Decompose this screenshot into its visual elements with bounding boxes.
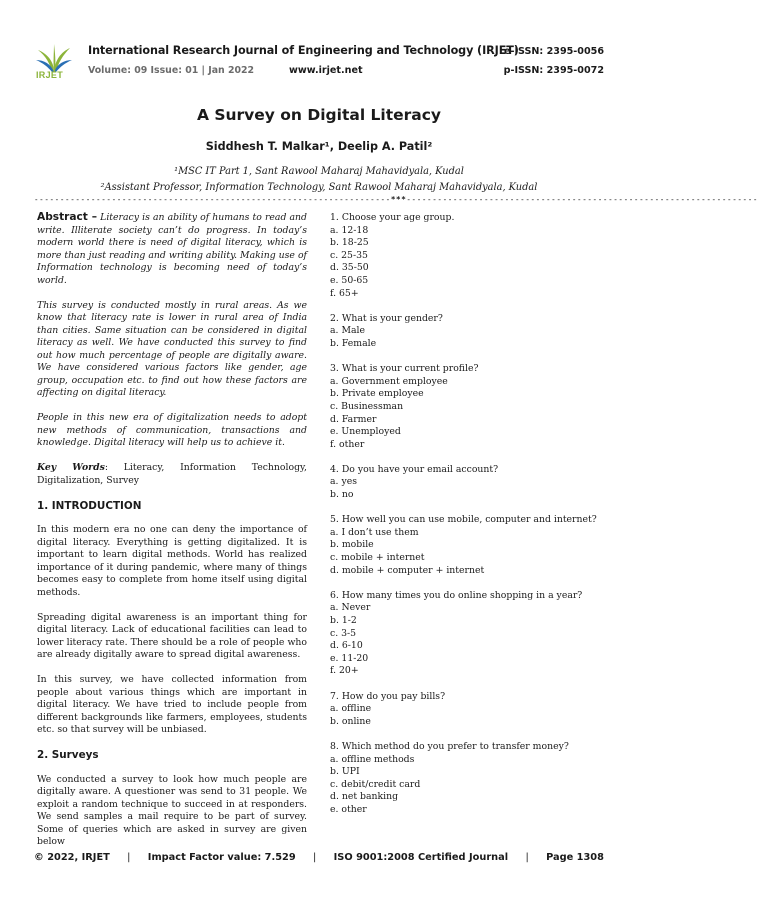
question-option: e. 50-65 bbox=[330, 274, 369, 286]
question-text: 3. What is your current profile? bbox=[330, 363, 479, 375]
question-option: d. 6-10 bbox=[330, 640, 363, 652]
footer-separator: | bbox=[525, 852, 529, 863]
question-option: b. Female bbox=[330, 337, 377, 349]
question-option: c. debit/credit card bbox=[330, 778, 421, 790]
question-option: d. 35-50 bbox=[330, 262, 369, 274]
survey-question bbox=[330, 363, 605, 451]
logo-text: IRJET bbox=[36, 70, 64, 80]
abstract-paragraph-2: This survey is conducted mostly in rural areas. As we know that literacy rate is lower in rural area of India than cities. Same situation can be considered in digital literacy as well. We have conducted this survey to find out how much percentage of people are digitally aware. We have considered various factors like gender, age group, occupation etc. to find out how these factors are affecting on digital literacy. bbox=[37, 299, 307, 398]
page-footer bbox=[34, 852, 604, 863]
question-option: b. Private employee bbox=[330, 388, 424, 400]
question-option: a. offline bbox=[330, 703, 372, 715]
question-option: a. 12-18 bbox=[330, 224, 369, 236]
abstract-paragraph-3: People in this new era of digitalization needs to adopt new methods of communication, transactions and knowledge. Digital literacy will help us to achieve it. bbox=[37, 412, 307, 448]
question-option: e. 11-20 bbox=[330, 652, 369, 664]
question-option: c. mobile + internet bbox=[330, 552, 425, 564]
intro-paragraph-3: In this survey, we have collected information from people about various things which are important in digital literacy. We have tried to include people from different backgrounds like farmers, employees, students etc. so that survey will be unbiased. bbox=[37, 674, 307, 735]
question-text: 2. What is your gender? bbox=[330, 312, 443, 324]
question-text: 4. Do you have your email account? bbox=[330, 463, 499, 475]
question-text: 7. How do you pay bills? bbox=[330, 690, 446, 702]
question-option: a. Never bbox=[330, 602, 371, 614]
question-text: 1. Choose your age group. bbox=[330, 212, 455, 223]
surveys-heading: 2. Surveys bbox=[37, 749, 99, 761]
survey-question bbox=[330, 590, 605, 678]
survey-question bbox=[330, 464, 605, 502]
question-option: d. mobile + computer + internet bbox=[330, 564, 485, 576]
footer-page-number: Page 1308 bbox=[546, 852, 604, 863]
question-option: e. Unemployed bbox=[330, 426, 401, 438]
footer-separator: | bbox=[127, 852, 131, 863]
question-option: b. UPI bbox=[330, 766, 360, 778]
question-option: b. 18-25 bbox=[330, 237, 369, 249]
question-option: b. mobile bbox=[330, 539, 374, 551]
question-option: a. I don’t use them bbox=[330, 526, 419, 538]
question-option: a. Male bbox=[330, 325, 365, 337]
survey-questions-column bbox=[330, 212, 605, 829]
paper-title: A Survey on Digital Literacy bbox=[196, 106, 442, 124]
question-text: 5. How well you can use mobile, computer and internet? bbox=[330, 514, 597, 526]
footer-copyright: © 2022, IRJET bbox=[34, 852, 110, 863]
p-issn: p-ISSN: 2395-0072 bbox=[503, 65, 604, 76]
question-option: c. 3-5 bbox=[330, 627, 357, 639]
left-column bbox=[37, 211, 307, 861]
footer-impact-factor: Impact Factor value: 7.529 bbox=[147, 852, 296, 863]
question-option: a. Government employee bbox=[330, 375, 448, 387]
keywords-label: Key Words bbox=[37, 462, 105, 473]
intro-paragraph-1: In this modern era no one can deny the importance of digital literacy. Everything is getting digitalized. It is important to learn digital methods. World has realized importance of it during pandemic, where many of things becomes easy to complete from home itself using digital methods. bbox=[37, 524, 307, 598]
introduction-heading: 1. INTRODUCTION bbox=[37, 499, 142, 512]
journal-website-link[interactable]: www.irjet.net bbox=[289, 65, 363, 76]
affiliation-1: ¹MSC IT Part 1, Sant Rawool Maharaj Mahavidyala, Kudal bbox=[174, 166, 464, 177]
footer-iso: ISO 9001:2008 Certified Journal bbox=[333, 852, 509, 863]
question-option: c. Businessman bbox=[330, 400, 404, 412]
intro-paragraph-2: Spreading digital awareness is an important thing for digital literacy. Lack of educational facilities can lead to lower literacy rate. There should be a role of people who are already digitally aware to spread digital awareness. bbox=[37, 611, 307, 660]
surveys-paragraph-1: We conducted a survey to look how much people are digitally aware. A questioner was send to 31 people. We exploit a random technique to succeed in at responders. We send samples a mail require to be part of survey. Some of queries which are asked in survey are given below bbox=[37, 773, 307, 847]
question-option: b. online bbox=[330, 715, 371, 727]
question-text: 8. Which method do you prefer to transfer money? bbox=[330, 740, 569, 752]
journal-name: International Research Journal of Engineering and Technology (IRJET) bbox=[88, 44, 519, 57]
question-option: b. 1-2 bbox=[330, 615, 357, 626]
question-option: d. Farmer bbox=[330, 413, 377, 425]
paper-authors: Siddhesh T. Malkar¹, Deelip A. Patil² bbox=[205, 140, 433, 153]
survey-question bbox=[330, 691, 605, 729]
question-option: a. offline methods bbox=[330, 753, 415, 765]
question-option: d. net banking bbox=[330, 791, 399, 803]
question-option: f. other bbox=[330, 438, 365, 450]
volume-issue: Volume: 09 Issue: 01 | Jan 2022 bbox=[88, 65, 255, 76]
question-option: f. 20+ bbox=[330, 665, 359, 677]
footer-separator: | bbox=[313, 852, 317, 863]
journal-header bbox=[34, 40, 604, 86]
e-issn: e-ISSN: 2395-0056 bbox=[503, 46, 604, 57]
abstract-label: Abstract – bbox=[37, 211, 98, 223]
affiliation-2: ²Assistant Professor, Information Technology, Sant Rawool Maharaj Mahavidyala, Kudal bbox=[100, 182, 538, 193]
question-option: e. other bbox=[330, 803, 367, 815]
question-option: c. 25-35 bbox=[330, 249, 368, 261]
survey-question bbox=[330, 313, 605, 351]
survey-question bbox=[330, 212, 605, 300]
abstract-paragraph-1: Abstract – Literacy is an ability of humans to read and write. Illiterate society can’t do progress. In today’s modern world there is need of digital literacy, which is more than just reading and writing ability. Making use of Information technology is becoming need of today’s world. bbox=[37, 211, 307, 286]
survey-question bbox=[330, 514, 605, 577]
question-option: b. no bbox=[330, 489, 354, 501]
question-option: a. yes bbox=[330, 476, 357, 488]
keywords: Key Words: Literacy, Information Technology, Digitalization, Survey bbox=[37, 462, 307, 486]
section-divider: ---------------------------------------------------------------------***-------------------------------------------------------------------- bbox=[34, 195, 758, 204]
question-text: 6. How many times you do online shopping in a year? bbox=[330, 589, 583, 601]
question-option: f. 65+ bbox=[330, 287, 359, 299]
survey-question bbox=[330, 741, 605, 817]
